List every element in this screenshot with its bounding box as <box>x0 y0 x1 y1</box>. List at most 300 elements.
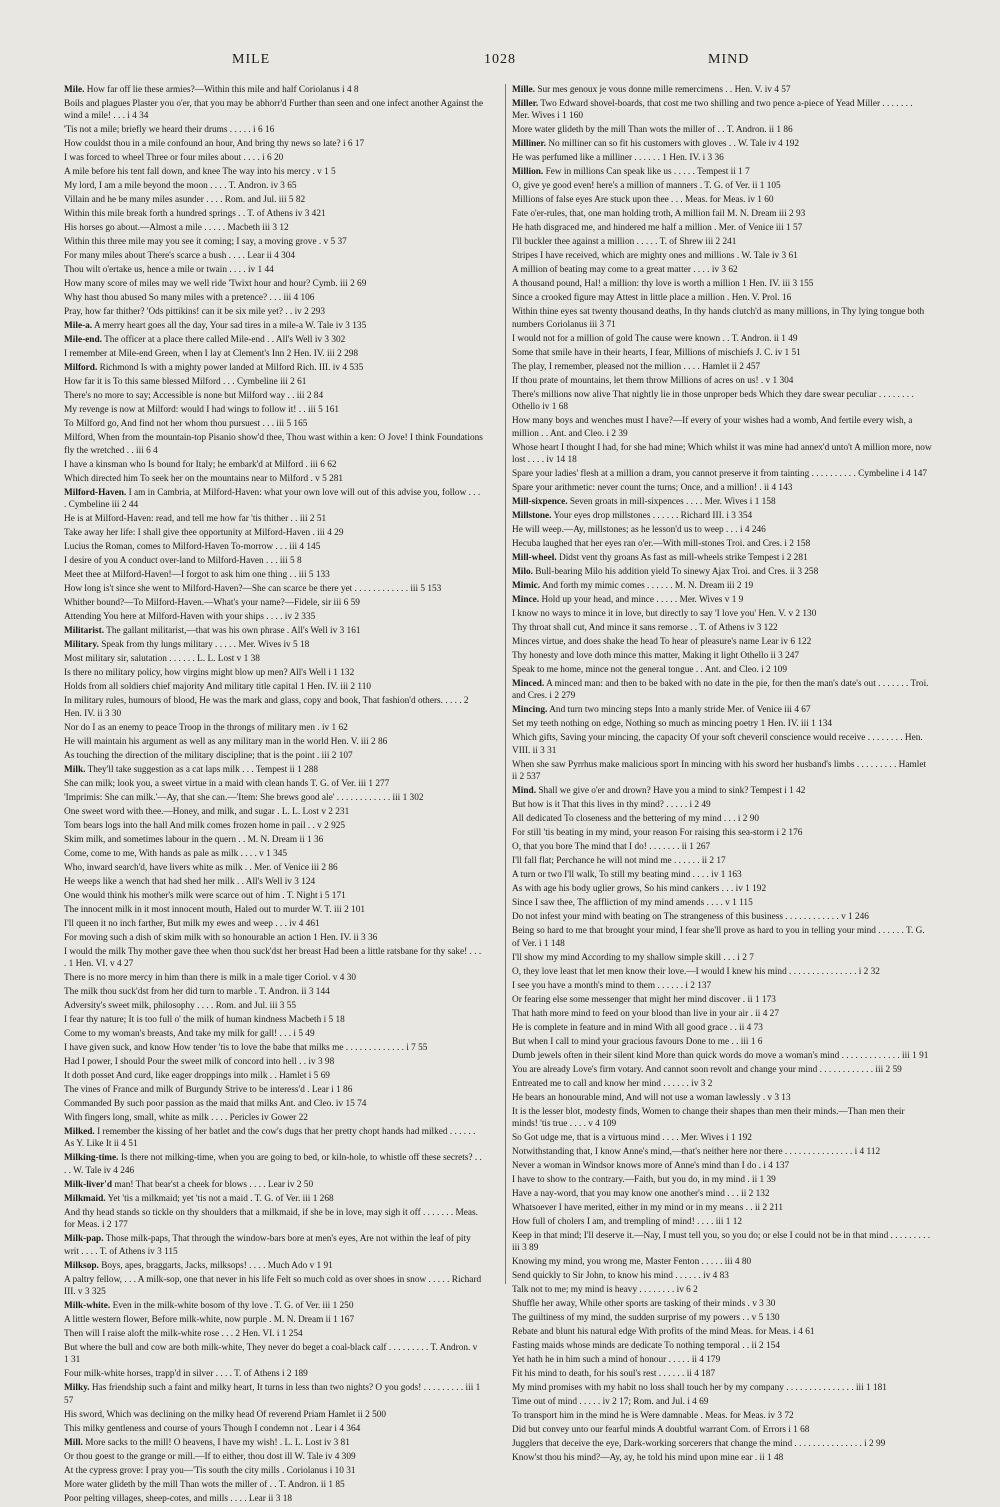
concordance-entry <box>64 1207 484 1232</box>
quotation: Didst vent thy groans As fast as mill-wheels strike Tempest i 2 281 <box>559 553 808 564</box>
quotation: Fasting maids whose minds are dedicate To nothing temporal . . ii 2 154 <box>512 1341 780 1352</box>
quotation: Attending You here at Milford-Haven with your ships . . . . iv 2 335 <box>64 612 316 623</box>
concordance-entry <box>64 236 484 248</box>
concordance-entry <box>512 1368 932 1380</box>
quotation: Or fearing else some messenger that might her mind discover . ii 1 173 <box>512 994 776 1005</box>
quotation: Had I power, I should Pour the sweet milk of concord into hell . . iv 3 98 <box>64 1057 335 1068</box>
page-number: 1028 <box>484 52 516 67</box>
quotation: Sur mes genoux je vous donne mille remercimens . . Hen. V. iv 4 57 <box>537 85 791 95</box>
concordance-entry <box>512 361 932 373</box>
concordance-entry <box>512 1022 932 1034</box>
concordance-entry <box>64 194 484 206</box>
concordance-entry <box>64 1300 484 1312</box>
concordance-entry <box>64 667 484 679</box>
quotation: He will weep.—Ay, millstones; as he lesson'd us to weep . . . i 4 246 <box>512 525 766 536</box>
quotation: Meet thee at Milford-Haven!—I forgot to ask him one thing . . iii 5 133 <box>64 570 330 581</box>
quotation: Since a crooked figure may Attest in little place a million . Hen. V. Prol. 16 <box>512 293 792 304</box>
concordance-entry <box>64 569 484 581</box>
quotation: He is at Milford-Haven: read, and tell me how far 'tis thither . . iii 2 51 <box>64 514 327 525</box>
concordance-entry <box>64 1465 484 1477</box>
concordance-entry <box>64 418 484 430</box>
concordance-entry <box>512 468 932 480</box>
concordance-entry <box>64 1179 484 1191</box>
concordance-entry <box>512 980 932 992</box>
concordance-entry <box>512 1216 932 1228</box>
quotation: A thousand pound, Hal! a million: thy love is worth a million 1 Hen. IV. iii 3 155 <box>512 279 814 290</box>
concordance-entry <box>512 264 932 276</box>
concordance-entry <box>64 904 484 916</box>
concordance-entry <box>512 1410 932 1422</box>
quotation: Fit his mind to death, for his soul's rest . . . . . . ii 4 187 <box>512 1369 716 1380</box>
quotation: Come, come to me, With hands as pale as milk . . . . v 1 345 <box>64 848 288 859</box>
quotation: Few in millions Can speak like us . . . . . Tempest ii 1 7 <box>545 167 750 178</box>
quotation: Within this mile break forth a hundred springs . . T. of Athens iv 3 421 <box>64 209 326 220</box>
concordance-entry <box>512 442 932 467</box>
quotation: How far off lie these armies?—Within this mile and half Coriolanus i 4 8 <box>86 85 359 95</box>
quotation: More sacks to the mill! O heavens, I have my wish! . L. L. Lost iv 3 81 <box>85 1437 350 1448</box>
quotation: For moving such a dish of skim milk with so honourable an action 1 Hen. IV. ii 3 36 <box>64 932 378 943</box>
quotation: The play, I remember, pleased not the million . . . . Hamlet ii 2 457 <box>512 361 761 372</box>
concordance-entry <box>512 841 932 853</box>
quotation: Did but convey unto our fearful minds A doubtful warrant Com. of Errors i 1 68 <box>512 1425 810 1436</box>
concordance-entry <box>512 869 932 881</box>
concordance-entry <box>512 566 932 578</box>
concordance-entry <box>512 952 932 964</box>
quotation: How far it is To this same blessed Milford . . . Cymbeline iii 2 61 <box>64 377 307 388</box>
concordance-entry <box>512 1452 932 1464</box>
quotation: Tom bears logs into the hall And milk comes frozen home in pail . . v 2 925 <box>64 820 346 831</box>
quotation: Yet 'tis a milkmaid; yet 'tis not a maid . T. G. of Ver. iii 1 268 <box>107 1193 334 1204</box>
quotation: A little western flower, Before milk-white, now purple . M. N. Dream ii 1 167 <box>64 1315 355 1326</box>
quotation: Yet hath he in him such a mind of honour . . . . . ii 4 179 <box>512 1355 721 1366</box>
concordance-entry <box>512 1188 932 1200</box>
concordance-entry <box>512 911 932 923</box>
headword: Miller. <box>512 99 539 109</box>
quotation: When she saw Pyrrhus make malicious sport In mincing with his sword her husband's limbs . . . . . . . . . Hamlet ii 2 537 <box>512 759 927 783</box>
quotation: With fingers long, small, white as milk . . . . Pericles iv Gower 22 <box>64 1113 308 1124</box>
concordance-entry <box>64 166 484 178</box>
concordance-entry <box>512 138 932 150</box>
concordance-entry <box>64 876 484 888</box>
concordance-entry <box>64 1014 484 1026</box>
quotation: At the cypress grove: I pray you—'Tis south the city mills . Coriolanus i 10 31 <box>64 1465 356 1476</box>
quotation: Seven groats in mill-sixpences . . . . Mer. Wives i 1 158 <box>569 497 776 508</box>
quotation: A minced man: and then to be baked with no date in the pie, for then the man's date's out . . . . . . . Troi. and Cres. i 2 279 <box>512 679 929 702</box>
headword: Milksop. <box>64 1260 99 1271</box>
concordance-entry <box>512 855 932 867</box>
concordance-entry <box>64 320 484 332</box>
concordance-entry <box>512 510 932 522</box>
quotation: Boys, apes, braggarts, Jacks, milksops! . . . . Much Ado v 1 91 <box>101 1260 333 1271</box>
running-head-right: MIND <box>708 52 750 67</box>
quotation: Set my teeth nothing on edge, Nothing so much as mincing poetry 1 Hen. IV. iii 1 134 <box>512 719 833 730</box>
headword: Million. <box>512 167 544 178</box>
concordance-entry <box>64 1126 484 1151</box>
concordance-entry <box>512 415 932 440</box>
concordance-entry <box>512 994 932 1006</box>
concordance-entry <box>512 180 932 192</box>
quotation: Fate o'er-rules, that, one man holding troth, A million fail M. N. Dream iii 2 93 <box>512 209 806 220</box>
headword: Mill. <box>64 1437 83 1448</box>
headword: Milky. <box>64 1383 90 1394</box>
concordance-entry <box>512 1340 932 1352</box>
concordance-entry <box>64 555 484 567</box>
quotation: 'Imprimis: She can milk.'—Ay, that she can.—'Item: She brews good ale' . . . . . . . . . . . . iii 1 302 <box>64 792 424 803</box>
concordance-entry <box>64 292 484 304</box>
quotation: Being so hard to me that brought your mind, I fear she'll prove as hard to you in telling your mind . . . . . . T. G. of Ver. i 1 148 <box>512 926 925 949</box>
concordance-entry <box>512 1438 932 1450</box>
concordance-entry <box>64 1112 484 1124</box>
quotation: My mind promises with my habit no loss shall touch her by my company . . . . . . . . . . . . . . . iii 1 181 <box>512 1383 887 1394</box>
concordance-entry <box>512 194 932 206</box>
concordance-entry <box>64 222 484 234</box>
quotation: Boils and plagues Plaster you o'er, that you may be abhorr'd Further than seen and one infect another Against the wind a mile! . . . i 4 34 <box>64 99 484 122</box>
concordance-entry <box>64 1233 484 1258</box>
concordance-entry <box>64 946 484 971</box>
quotation: She can milk; look you, a sweet virtue in a maid with clean hands T. G. of Ver. iii 1 277 <box>64 778 390 789</box>
concordance-entry <box>512 759 932 784</box>
quotation: And forth my mimic comes . . . . . . M. N. Dream iii 2 19 <box>541 581 754 592</box>
quotation: Hold up your head, and mince . . . . . Mer. Wives v 1 9 <box>541 595 744 606</box>
concordance-entry <box>512 1230 932 1255</box>
concordance-entry <box>512 1298 932 1310</box>
concordance-entry <box>64 1314 484 1326</box>
quotation: You are already Love's firm votary. And cannot soon revolt and change your mind . . . . . . . . . . . . iii 2 59 <box>512 1064 902 1075</box>
concordance-entry <box>64 639 484 651</box>
quotation: More water glideth by the mill Than wots the miller of . . T. Andron. ii 1 86 <box>512 125 793 136</box>
quotation: O, give ye good even! here's a million of manners . T. G. of Ver. ii 1 105 <box>512 181 781 192</box>
concordance-entry <box>64 1382 484 1407</box>
concordance-entry <box>64 306 484 318</box>
quotation: The innocent milk in it most innocent mouth, Haled out to murder W. T. iii 2 101 <box>64 904 365 915</box>
concordance-entry <box>64 932 484 944</box>
concordance-entry <box>64 750 484 762</box>
quotation: I have to show to the contrary.—Faith, but you do, in my mind . ii 1 39 <box>512 1175 776 1186</box>
quotation: A million of beating may come to a great matter . . . . iv 3 62 <box>512 265 738 276</box>
concordance-entry <box>512 166 932 178</box>
quotation: Bull-bearing Milo his addition yield To sinewy Ajax Troi. and Cres. ii 3 258 <box>535 567 819 578</box>
quotation: Come to my woman's breasts, And take my milk for gall! . . . i 5 49 <box>64 1029 315 1040</box>
quotation: He bears an honourable mind, And will not use a woman lawlessly . v 3 13 <box>512 1092 791 1103</box>
concordance-entry <box>64 820 484 832</box>
concordance-entry <box>512 622 932 634</box>
quotation: As with age his body uglier grows, So his mind cankers . . . iv 1 192 <box>512 884 767 895</box>
concordance-entry <box>64 1437 484 1449</box>
quotation: Minces virtue, and does shake the head To hear of pleasure's name Lear iv 6 122 <box>512 637 812 648</box>
quotation: Commanded By such poor passion as the maid that milks Ant. and Cleo. iv 15 74 <box>64 1099 367 1110</box>
concordance-entry <box>512 594 932 606</box>
concordance-entry <box>64 1493 484 1505</box>
quotation: man! That bear'st a cheek for blows . . . . Lear iv 2 50 <box>114 1179 314 1190</box>
quotation: Thy honesty and love doth mince this matter, Making it light Othello ii 3 247 <box>512 651 800 662</box>
quotation: In military rules, humours of blood, He was the mark and glass, copy and book, That fashion'd others. . . . . 2 Hen. IV. ii 3 30 <box>64 696 469 719</box>
quotation: The guiltiness of my mind, the sudden surprise of my powers . . v 5 130 <box>512 1313 780 1324</box>
concordance-entry <box>64 778 484 790</box>
concordance-entry <box>512 1146 932 1158</box>
concordance-entry <box>512 813 932 825</box>
concordance-entry <box>64 264 484 276</box>
quotation: There is no more mercy in him than there is milk in a male tiger Coriol. v 4 30 <box>64 973 357 984</box>
quotation: Shuffle her away, While other sports are tasking of their minds . v 3 30 <box>512 1299 776 1310</box>
concordance-entry <box>512 1202 932 1214</box>
quotation: Four milk-white horses, trapp'd in silver . . . . T. of Athens i 2 189 <box>64 1369 308 1380</box>
quotation: How long is't since she went to Milford-Haven?—She can scarce be there yet . . . . . . . . . . . . iii 5 153 <box>64 584 442 595</box>
quotation: I would the milk Thy mother gave thee when thou suck'dst her breast Had been a little ratsbane for thy sake! . . . . 1 Hen. VI. v 4 27 <box>64 946 482 970</box>
concordance-entry <box>64 473 484 485</box>
concordance-entry <box>512 333 932 345</box>
concordance-entry <box>64 1409 484 1421</box>
quotation: Hecuba laughed that her eyes ran o'er.—With mill-stones Troi. and Cres. i 2 158 <box>512 539 811 550</box>
concordance-entry <box>512 250 932 262</box>
concordance-entry <box>512 664 932 676</box>
headword: Milk-liver'd <box>64 1179 113 1190</box>
quotation: Entreated me to call and know her mind . . . . . . iv 3 2 <box>512 1078 713 1089</box>
concordance-entry <box>64 736 484 748</box>
concordance-entry <box>512 1424 932 1436</box>
quotation: If thou prate of mountains, let them throw Millions of acres on us! . v 1 304 <box>512 375 794 386</box>
quotation: Shall we give o'er and drown? Have you a mind to sink? Tempest i 1 42 <box>538 786 806 797</box>
quotation: A mile before his tent fall down, and knee The way into his mercy . v 1 5 <box>64 167 336 178</box>
headword: Mincing. <box>512 705 548 716</box>
quotation: They'll take suggestion as a cat laps milk . . . Tempest ii 1 288 <box>87 764 318 775</box>
quotation: Since I saw thee, The affliction of my mind amends . . . . v 1 115 <box>512 898 753 909</box>
concordance-entry <box>512 1132 932 1144</box>
concordance-entry <box>64 611 484 623</box>
concordance-entry <box>512 236 932 248</box>
headword: Mille. <box>512 85 535 95</box>
headword: Milkmaid. <box>64 1193 106 1204</box>
quotation: Nor do I as an enemy to peace Troop in the throngs of military men . iv 1 62 <box>64 722 348 733</box>
quotation: Thou wilt o'ertake us, hence a mile or twain . . . . iv 1 44 <box>64 265 274 276</box>
quotation: Talk not to me; my mind is heavy . . . . . . . . iv 6 2 <box>512 1285 698 1296</box>
headword: Militarist. <box>64 626 105 637</box>
concordance-entry <box>64 432 484 457</box>
concordance-entry <box>64 890 484 902</box>
quotation: A turn or two I'll walk, To still my beating mind . . . . iv 1 163 <box>512 870 742 881</box>
concordance-entry <box>64 1342 484 1367</box>
quotation: O, that you bore The mind that I do! . . . . . . . ii 1 267 <box>512 842 711 853</box>
concordance-entry <box>512 1354 932 1366</box>
quotation: I see you have a month's mind to them . . . . . . i 2 137 <box>512 980 712 991</box>
concordance-entry <box>64 362 484 374</box>
quotation: Speak from thy lungs military . . . . . Mer. Wives iv 5 18 <box>101 640 310 651</box>
concordance-entry <box>64 848 484 860</box>
quotation: Even in the milk-white bosom of thy love . T. G. of Ver. iii 1 250 <box>112 1301 354 1312</box>
quotation: Have a nay-word, that you may know one another's mind . . . ii 2 132 <box>512 1189 770 1200</box>
quotation: So Got udge me, that is a virtuous mind . . . . Mer. Wives i 1 192 <box>512 1133 752 1144</box>
concordance-entry <box>512 883 932 895</box>
quotation: Adversity's sweet milk, philosophy . . . . Rom. and Jul. iii 3 55 <box>64 1001 297 1012</box>
concordance-entry <box>512 608 932 620</box>
quotation: How many boys and wenches must I have?—If every of your wishes had a womb, And fertile every wish, a million . . Ant. and Cleo. i 2 39 <box>512 416 913 439</box>
headword: Milliner. <box>512 139 547 150</box>
headword: Milk-white. <box>64 1301 111 1312</box>
concordance-entry <box>512 1396 932 1408</box>
concordance-entry <box>64 625 484 637</box>
quotation: Two Edward shovel-boards, that cost me two shilling and two pence a-piece of Yead Miller . . . . . . . Mer. Wives i 1 160 <box>512 99 913 122</box>
quotation: His horses go about.—Almost a mile . . . . . Macbeth iii 3 12 <box>64 223 289 234</box>
concordance-entry <box>64 487 484 512</box>
headword: Mile-end. <box>64 335 102 346</box>
quotation: Pray, how far thither? 'Ods pittikins! can it be six mile yet? . . iv 2 293 <box>64 307 326 318</box>
concordance-entry <box>512 98 932 123</box>
concordance-entry <box>64 348 484 360</box>
quotation: Who, inward search'd, have livers white as milk . . Mer. of Venice iii 2 86 <box>64 862 338 873</box>
concordance-entry <box>512 580 932 592</box>
concordance-entry <box>512 306 932 331</box>
quotation: He weeps like a wench that had shed her milk . . All's Well iv 3 124 <box>64 876 316 887</box>
concordance-entry <box>64 1423 484 1435</box>
quotation: A merry heart goes all the day, Your sad tires in a mile-a W. Tale iv 3 135 <box>93 321 367 332</box>
concordance-entry <box>512 897 932 909</box>
concordance-entry <box>64 1368 484 1380</box>
quotation: His sword, Which was declining on the milky head Of reverend Priam Hamlet ii 2 500 <box>64 1409 387 1420</box>
quotation: Knowing my mind, you wrong me, Master Fenton . . . . . iii 4 80 <box>512 1257 752 1268</box>
quotation: It is the lesser blot, modesty finds, Women to change their shapes than men their minds.—Than men their minds! 'tis true . . . . v 4 109 <box>512 1106 905 1130</box>
quotation: Whose heart I thought I had, for she had mine; Which whilst it was mine had annex'd unto't A million more, now lost . . . . iv 14 18 <box>512 442 932 466</box>
quotation: He is complete in feature and in mind With all good grace . . ii 4 73 <box>512 1022 763 1033</box>
concordance-entry <box>64 1028 484 1040</box>
concordance-entry <box>512 732 932 757</box>
concordance-entry <box>64 834 484 846</box>
concordance-entry <box>512 678 932 703</box>
quotation: I'll show my mind According to my shallow simple skill . . . i 2 7 <box>512 952 754 963</box>
concordance-entry <box>64 1274 484 1299</box>
quotation: I'll fall flat; Perchance he will not mind me . . . . . . ii 2 17 <box>512 856 726 867</box>
quotation: Skim milk, and sometimes labour in the quern . . M. N. Dream ii 1 36 <box>64 834 324 845</box>
concordance-entry <box>512 966 932 978</box>
concordance-entry <box>64 376 484 388</box>
quotation: I remember at Mile-end Green, when I lay at Clement's Inn 2 Hen. IV. iii 2 298 <box>64 349 359 360</box>
concordance-entry <box>64 1084 484 1096</box>
quotation: 'Tis not a mile; briefly we heard their drums . . . . . i 6 16 <box>64 125 275 136</box>
left-column <box>64 84 484 1507</box>
concordance-entry <box>512 704 932 716</box>
concordance-entry <box>64 1042 484 1054</box>
quotation: Is there not milking-time, when you are going to bed, or kiln-hole, to whistle off these secrets? . . . . W. Tale iv 4 246 <box>64 1153 482 1176</box>
headword: Milked. <box>64 1127 95 1138</box>
concordance-entry <box>64 124 484 136</box>
quotation: There's no more to say; Accessible is none but Milford way . . iii 2 84 <box>64 391 324 402</box>
concordance-entry <box>512 1174 932 1186</box>
concordance-entry <box>512 1284 932 1296</box>
quotation: To transport him in the mind he is Were damnable . Meas. for Meas. iv 3 72 <box>512 1411 794 1422</box>
concordance-entry <box>512 524 932 536</box>
concordance-entry <box>512 222 932 234</box>
quotation: Those milk-paps, That through the window-bars bore at men's eyes, Are not within the leaf of pity writ . . . . T. of Athens iv 3 115 <box>64 1234 471 1257</box>
concordance-entry <box>64 541 484 553</box>
running-head-left: MILE <box>232 52 271 67</box>
quotation: As touching the direction of the military discipline; that is the point . iii 2 107 <box>64 750 353 761</box>
headword: Mind. <box>512 786 537 797</box>
headword: Milo. <box>512 567 533 578</box>
quotation: Do not infest your mind with beating on The strangeness of this business . . . . . . . . . . . . v 1 246 <box>512 912 869 923</box>
quotation: Whatsoever I have merited, either in my mind or in my means . . ii 2 211 <box>512 1203 784 1214</box>
quotation: Lucius the Roman, comes to Milford-Haven To-morrow . . . iii 4 145 <box>64 542 321 553</box>
quotation: Stripes I have received, which are mighty ones and millions . W. Tale iv 3 61 <box>512 251 798 262</box>
concordance-entry <box>512 827 932 839</box>
concordance-entry <box>512 1050 932 1062</box>
quotation: The vines of France and milk of Burgundy Strive to be interess'd . Lear i 1 86 <box>64 1085 353 1096</box>
quotation: I know no ways to mince it in love, but directly to say 'I love you' Hen. V. v 2 130 <box>512 609 817 620</box>
quotation: No milliner can so fit his customers with gloves . . W. Tale iv 4 192 <box>548 139 800 150</box>
quotation: But where the bull and cow are both milk-white, They never do beget a coal-black calf . . . . . . . . . T. Andron. v 1 31 <box>64 1343 478 1366</box>
concordance-entry <box>64 278 484 290</box>
quotation: The milk thou suck'dst from her did turn to marble . T. Andron. ii 3 144 <box>64 987 330 998</box>
headword: Milford-Haven. <box>64 487 127 498</box>
quotation: Milford, When from the mountain-top Pisanio show'd thee, Thou wast within a ken: O Jove! I think Foundations fly the wretched . . iii 6 4 <box>64 433 483 456</box>
quotation: I'll queen it no inch farther, But milk my ewes and weep . . . iv 4 461 <box>64 918 320 929</box>
headword: Milking-time. <box>64 1153 119 1164</box>
headword: Mile. <box>64 85 85 95</box>
quotation: Is there no military policy, how virgins might blow up men? All's Well i 1 132 <box>64 668 355 679</box>
quotation: Which gifts, Saving your mincing, the capacity Of your soft cheveril conscience would receive . . . . . . . . Hen. VIII. ii 3 31 <box>512 733 923 756</box>
page-header <box>0 52 1000 72</box>
concordance-entry <box>64 180 484 192</box>
quotation: I am in Cambria, at Milford-Haven: what your own love will out of this advise you, follow . . . . Cymbeline iii 2 44 <box>64 487 481 511</box>
quotation: Then will I raise aloft the milk-white rose . . . 2 Hen. VI. i 1 254 <box>64 1329 303 1340</box>
concordance-entry <box>64 695 484 720</box>
concordance-entry <box>512 375 932 387</box>
concordance-entry <box>64 250 484 262</box>
concordance-entry <box>64 972 484 984</box>
quotation: Whither bound?—To Milford-Haven.—What's your name?—Fidele, sir iii 6 59 <box>64 598 360 609</box>
quotation: Notwithstanding that, I know Anne's mind,—that's neither here nor there . . . . . . . . . . . . . . . i 4 112 <box>512 1147 881 1158</box>
concordance-entry <box>64 1152 484 1177</box>
concordance-entry <box>64 597 484 609</box>
concordance-entry <box>512 1036 932 1048</box>
concordance-entry <box>64 1328 484 1340</box>
quotation: Spare your ladies' flesh at a million a dram, you cannot preserve it from tainting . . . . . . . . . . Cymbeline i 4 147 <box>512 469 928 480</box>
concordance-entry <box>512 84 932 96</box>
concordance-entry <box>512 552 932 564</box>
quotation: How couldst thou in a mile confound an hour, And bring thy news so late? i 6 17 <box>64 139 365 150</box>
quotation: Know'st thou his mind?—Ay, ay, he told his mind upon mine ear . ii 1 48 <box>512 1453 784 1464</box>
concordance-entry <box>512 1312 932 1324</box>
concordance-entry <box>512 1326 932 1338</box>
quotation: The officer at a place there called Mile-end . . All's Well iv 3 302 <box>104 335 346 346</box>
concordance-entry <box>64 1193 484 1205</box>
concordance-entry <box>512 799 932 811</box>
concordance-entry <box>64 84 484 96</box>
quotation: Dumb jewels often in their silent kind More than quick words do move a woman's mind . . . . . . . . . . . . . iii 1 91 <box>512 1050 929 1061</box>
quotation: For still 'tis beating in my mind, your reason For raising this sea-storm i 2 176 <box>512 828 803 839</box>
quotation: My lord, I am a mile beyond the moon . . . . T. Andron. iv 3 65 <box>64 181 297 192</box>
quotation: Within thine eyes sat twenty thousand deaths, In thy hands clutch'd as many millions, in Thy lying tongue both numbers Coriolanus iii 3 71 <box>512 307 925 330</box>
concordance-entry <box>64 722 484 734</box>
quotation: I desire of you A conduct over-land to Milford-Haven . . . iii 5 8 <box>64 556 302 567</box>
quotation: But when I call to mind your gracious favours Done to me . . iii 1 6 <box>512 1036 763 1047</box>
concordance-entry <box>64 390 484 402</box>
concordance-entry <box>512 636 932 648</box>
concordance-entry <box>512 347 932 359</box>
quotation: Villain and he be many miles asunder . . . . Rom. and Jul. iii 5 82 <box>64 195 306 206</box>
quotation: Which directed him To seek her on the mountains near to Milford . v 5 281 <box>64 473 344 484</box>
concordance-entry <box>64 1479 484 1491</box>
quotation: My revenge is now at Milford: would I had wings to follow it! . . iii 5 161 <box>64 405 340 416</box>
quotation: For many miles about There's scarce a bush . . . . Lear ii 4 304 <box>64 251 296 262</box>
quotation: Keep in that mind; I'll deserve it.—Nay, I must tell you, so you do; or else I could not be in that mind . . . . . . . . . iii 3 89 <box>512 1231 931 1254</box>
concordance-entry <box>512 1270 932 1282</box>
headword: Milk-pap. <box>64 1234 104 1245</box>
quotation: How full of cholers I am, and trempling of mind! . . . . iii 1 12 <box>512 1217 743 1228</box>
quotation: Millions of false eyes Are stuck upon thee . . . Meas. for Meas. iv 1 60 <box>512 195 774 206</box>
concordance-entry <box>512 1008 932 1020</box>
concordance-entry <box>64 98 484 123</box>
concordance-entry <box>64 208 484 220</box>
concordance-entry <box>512 1106 932 1131</box>
concordance-entry <box>512 1064 932 1076</box>
